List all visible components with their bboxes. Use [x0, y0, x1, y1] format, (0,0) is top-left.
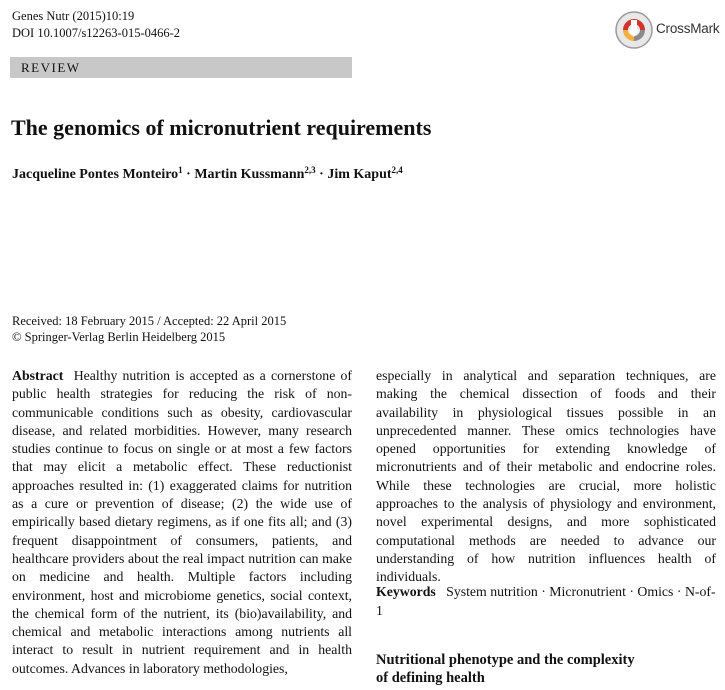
copyright-line: © Springer-Verlag Berlin Heidelberg 2015: [12, 330, 226, 344]
section-heading: [376, 651, 716, 687]
section-tag-band: [10, 57, 352, 78]
section-heading-line: Nutritional phenotype and the complexity: [376, 652, 635, 668]
author-name[interactable]: Martin Kussmann: [194, 167, 305, 182]
section-tag: REVIEW: [21, 60, 81, 75]
abstract-text-left: Healthy nutrition is accepted as a cornerstone of public health strategies for reducing the risk of non-communicable conditions such as obesity, cardiovascular disease, and related morbidities. However, many research studies continue to focus on single or at most a few factors that may elicit a metabolic effect. These reductionist approaches resulted in: (1) exaggerated claims for nutrition as a cure or prevention of disease; (2) the wide use of empirically based dietary regimens, as if one fits all; and (3) frequent disappointment of consumers, patients, and healthcare providers about the real impact nutrition can make on medicine and health. Multiple factors including environment, host and microbiome genetics, social context, the chemical form of the nutrient, its (bio)availability, and chemical and metabolic interactions among nutrients all interact to result in nutrient requirement and in health outcomes. Advances in laboratory methodologies,: [12, 368, 352, 676]
crossmark-label: CrossMark: [656, 21, 720, 36]
abstract-label: Abstract: [12, 368, 64, 383]
journal-citation: Genes Nutr (2015)10:19: [12, 9, 135, 23]
author-separator: ·: [182, 167, 195, 182]
section-heading-line: of defining health: [376, 670, 485, 686]
keywords-label: Keywords: [376, 584, 436, 599]
author-name[interactable]: Jacqueline Pontes Monteiro: [12, 167, 179, 182]
author-list: [12, 165, 403, 183]
journal-meta: [12, 8, 180, 42]
abstract-text-right: especially in analytical and separation techniques, are making the chemical dissection of foods and their availability in physiological tissues possible in an unprecedented manner. These omics technologies have opened opportunities for extending knowledge of micronutrients and of their metabolic and endocrine roles. While these technologies are crucial, more holistic approaches to the analysis of physiology and environment, novel experimental designs, and more sophisticated computational methods are needed to advance our understanding of how nutrition influences health of individuals.: [376, 368, 716, 585]
abstract-left-column: [12, 367, 352, 678]
author-name[interactable]: Jim Kaput: [327, 167, 392, 182]
author-affiliation: 2,3: [304, 165, 316, 175]
keywords-block: Keywords System nutrition · Micronutrient · Omics · N-of-1: [376, 584, 716, 618]
author-separator: ·: [315, 167, 328, 182]
keyword-item: Omics: [637, 584, 674, 599]
doi-line: DOI 10.1007/s12263-015-0466-2: [12, 26, 181, 40]
article-title: The genomics of micronutrient requirements: [11, 115, 432, 140]
abstract-paragraph: [12, 367, 352, 678]
keyword-item: Micronutrient: [549, 584, 626, 599]
abstract-right-column: [376, 367, 716, 587]
crossmark-badge[interactable]: [612, 8, 722, 52]
keyword-item: N-of-1: [376, 584, 716, 618]
crossmark-icon: [614, 10, 654, 50]
received-accepted-dates: Received: 18 February 2015 / Accepted: 22 April 2015: [12, 314, 287, 328]
author-affiliation: 1: [178, 165, 183, 175]
publication-history: [12, 313, 286, 345]
keyword-item: System nutrition: [446, 584, 538, 599]
author-affiliation: 2,4: [391, 165, 403, 175]
